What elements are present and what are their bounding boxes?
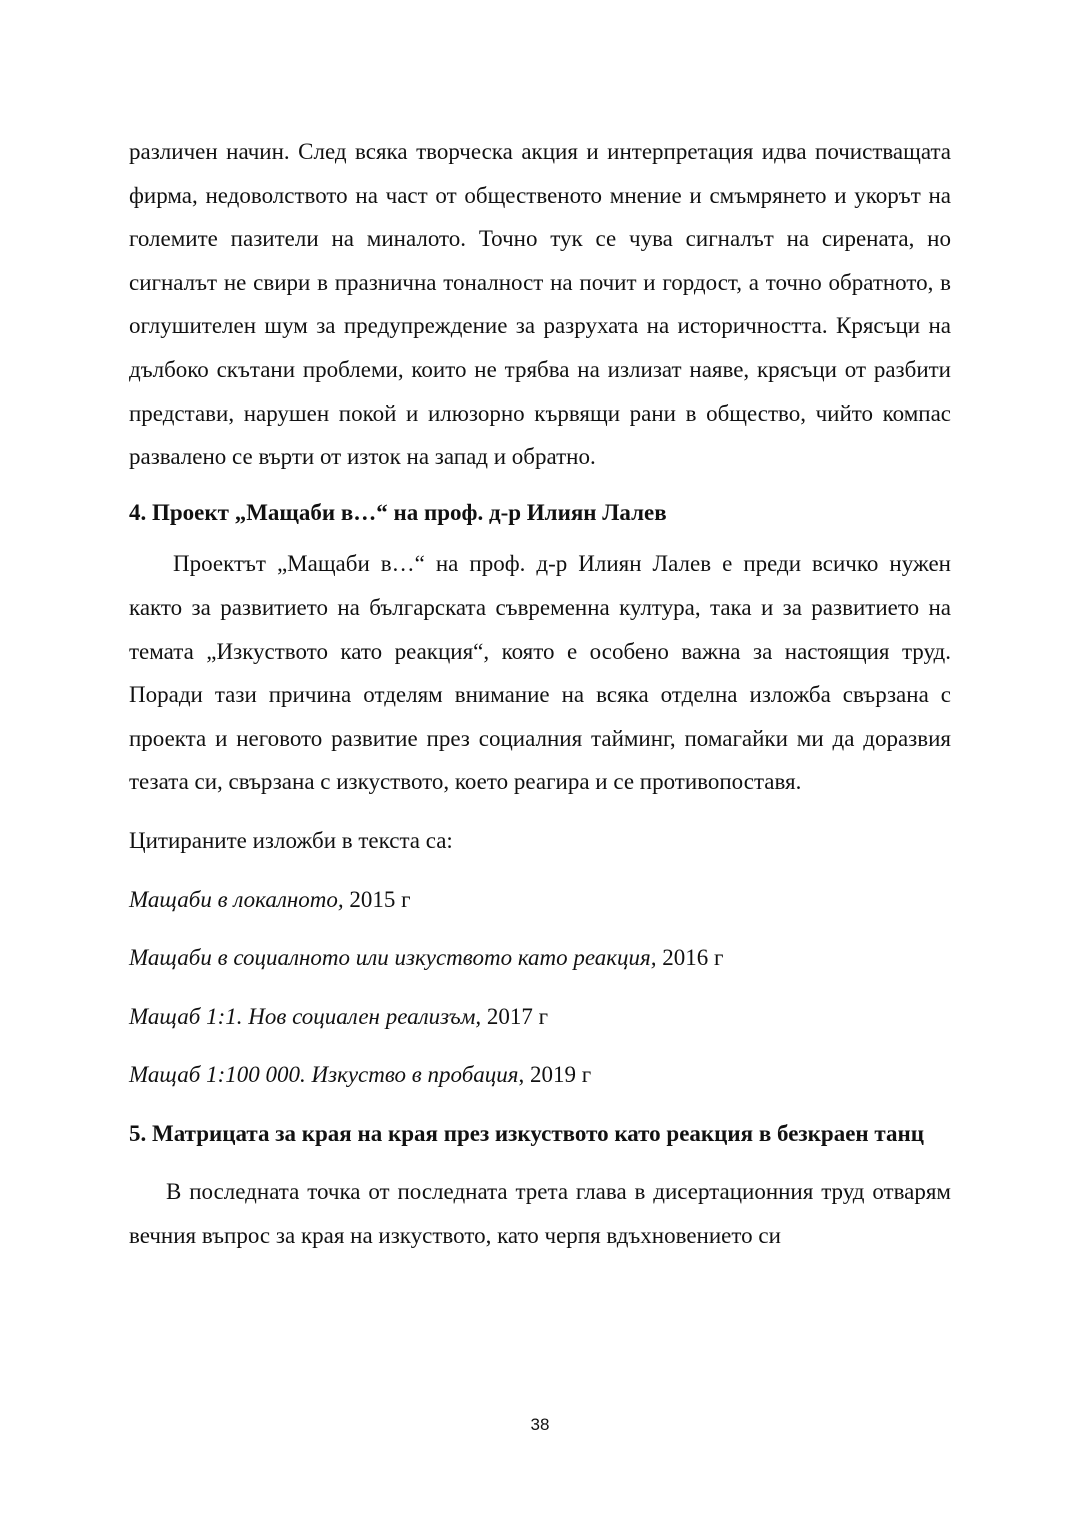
- page-content: [129, 130, 951, 1258]
- exhibition-year: 2017 г: [481, 1003, 549, 1029]
- exhibition-year: 2015 г: [343, 886, 411, 912]
- exhibition-item: [129, 1053, 951, 1097]
- page-number: 38: [530, 1415, 550, 1434]
- exhibition-item: [129, 936, 951, 980]
- project-paragraph: Проектът „Мащаби в…“ на проф. д-р Илиян Лалев е преди всичко нужен както за развитието на българската съвременна култура, така и за развитието на темата „Изкуството като реакция“, която е особено важна за настоящия труд. Поради тази причина отделям внимание на всяка отделна изложба свързана с проекта и неговото развитие през социалния тайминг, помагайки ми да доразвия тезата си, свързана с изкуството, което реагира и се противопоставя.: [129, 551, 951, 795]
- exhibition-title: Мащаби в социалното или изкуството като реакция,: [129, 945, 657, 971]
- exhibition-year: 2016 г: [656, 945, 724, 971]
- final-paragraph: В последната точка от последната трета глава в дисертационния труд отварям вечния въпрос за края на изкуството, като черпя вдъхновението си: [129, 1179, 951, 1249]
- exhibition-title: Мащаби в локалното,: [129, 886, 344, 912]
- cited-exhibitions-intro: Цитираните изложби в текста са:: [129, 827, 453, 853]
- exhibition-year: , 2019 г: [518, 1062, 592, 1088]
- section-5-heading: 5. Матрицата за края на края през изкуството като реакция в безкраен танц: [129, 1120, 925, 1146]
- exhibition-item: [129, 878, 951, 922]
- section-4-heading: 4. Проект „Мащаби в…“ на проф. д-р Илиян Лалев: [129, 499, 667, 525]
- exhibition-item: [129, 995, 951, 1039]
- exhibition-title: Мащаб 1:1. Нов социален реализъм,: [129, 1003, 482, 1029]
- intro-paragraph: различен начин. След всяка творческа акция и интерпретация идва почистващата фирма, недоволството на част от общественото мнение и смъмрянето и укорът на големите пазители на миналото. Точно тук се чува сигналът на сирената, но сигналът не свири в празнична тоналност на почит и гордост, а точно обратното, в оглушителен шум за предупреждение за разрухата на историчността. Крясъци на дълбоко скътани проблеми, които не трябва на излизат наяве, крясъци от разбити представи, нарушен покой и илюзорно кървящи рани в общество, чийто компас развалено се върти от изток на запад и обратно.: [129, 139, 951, 470]
- exhibition-title: Мащаб 1:100 000. Изкуство в пробация: [129, 1062, 519, 1088]
